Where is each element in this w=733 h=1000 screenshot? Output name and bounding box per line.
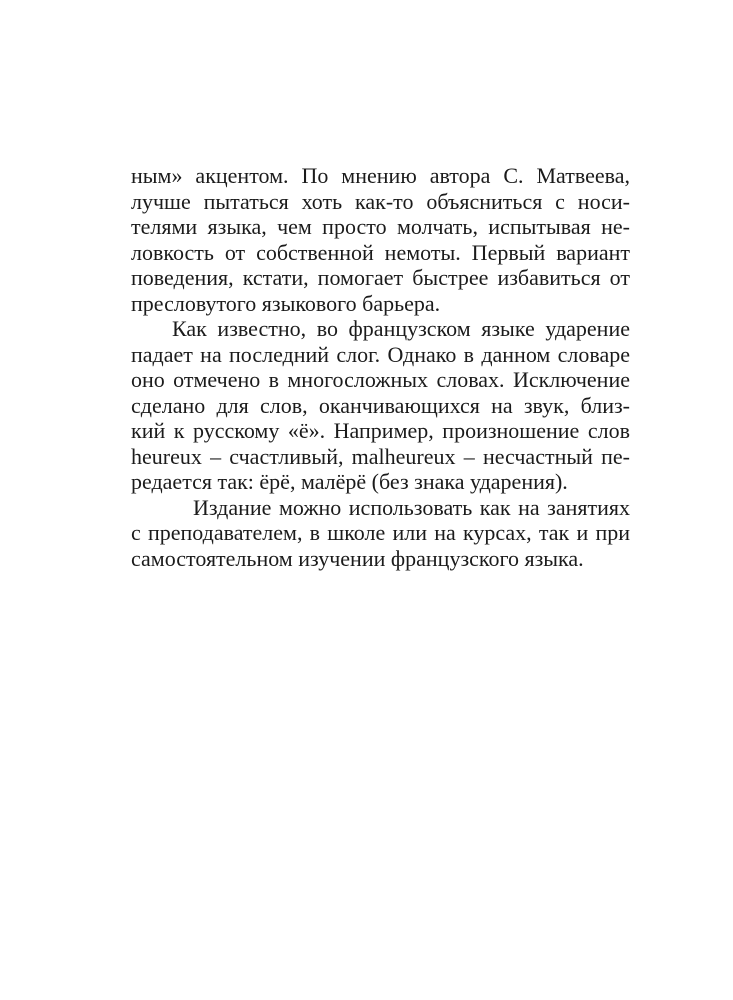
text-line: кий к русскому «ё». Например, произношение слов — [131, 418, 630, 443]
text-line: Как известно, во французском языке ударение — [172, 316, 630, 341]
text-line: телями языка, чем просто молчать, испытывая не- — [131, 214, 630, 239]
text-line: сделано для слов, оканчивающихся на звук, близ- — [131, 392, 630, 418]
text-line: Издание можно использовать как на занятиях — [193, 494, 630, 520]
text-line: ным» акцентом. По мнению автора С. Матвеева, — [131, 163, 630, 188]
paragraph — [131, 495, 630, 572]
text-line: ловкость от собственной немоты. Первый вариант — [131, 239, 630, 265]
text-line: поведения, кстати, помогает быстрее избавиться от — [131, 265, 630, 290]
text-line: оно отмечено в многосложных словах. Исключение — [131, 367, 630, 392]
text-block — [131, 163, 630, 571]
text-line: с преподавателем, в школе или на курсах, так и при — [131, 520, 630, 545]
text-line: пресловутого языкового барьера. — [131, 290, 441, 316]
paragraph — [131, 163, 630, 316]
paragraph — [131, 316, 630, 495]
text-line: heureux – счастливый, malheureux – несчастный пе- — [131, 443, 630, 469]
text-line: лучше пытаться хоть как-то объясниться с носи- — [131, 188, 630, 214]
text-line: самостоятельном изучении французского языка. — [131, 545, 584, 571]
text-line: редается так: ёрё, малёрё (без знака ударения). — [131, 469, 568, 494]
text-line: падает на последний слог. Однако в данном словаре — [131, 341, 630, 367]
